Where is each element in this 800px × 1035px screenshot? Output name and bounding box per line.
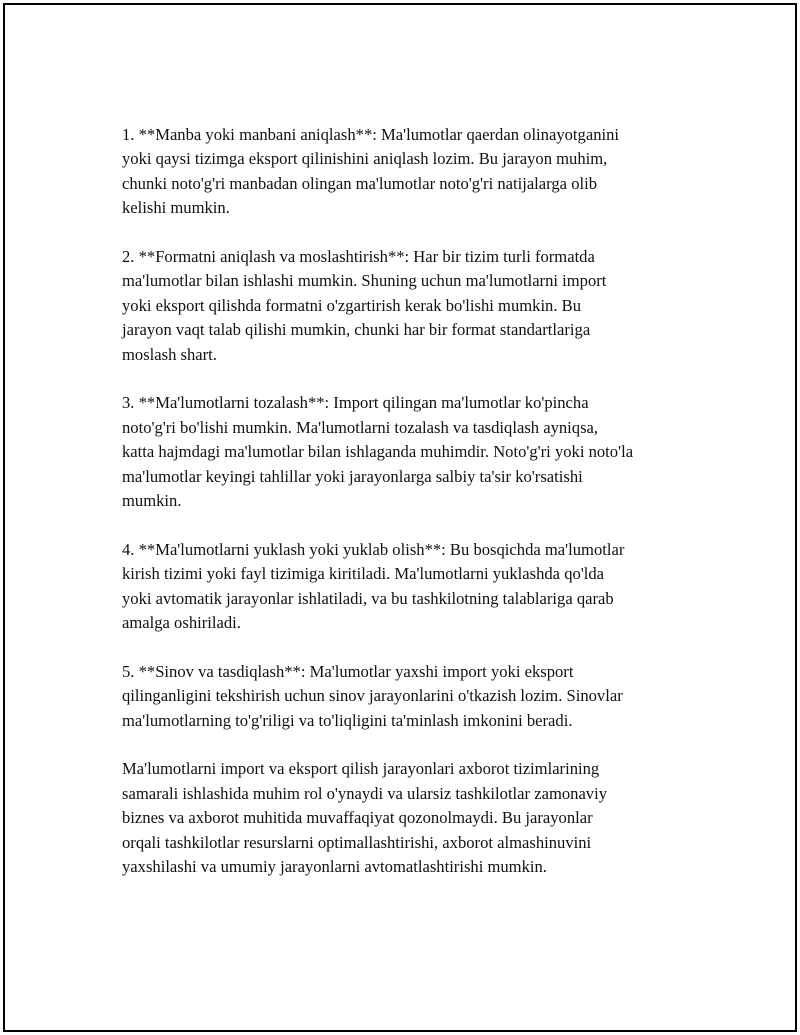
paragraph-step-5: 5. **Sinov va tasdiqlash**: Ma'lumotlar yaxshi import yoki eksport qilinganligini tekshirish uchun sinov jarayonlarini o'tkazish lozim. Sinovlar ma'lumotlarning to'g'riligi va to'liqligini ta'minlash imkonini beradi. — [122, 661, 623, 730]
paragraph-step-1: 1. **Manba yoki manbani aniqlash**: Ma'lumotlar qaerdan olinayotganini yoki qaysi tizimga eksport qilinishini aniqlash lozim. Bu jarayon muhim, chunki noto'g'ri manbadan olingan ma'lumotlar noto'g'ri natijalarga olib kelishi mumkin. — [122, 125, 620, 218]
document-body — [122, 123, 702, 904]
page-frame — [3, 3, 797, 1032]
paragraph-step-4: 4. **Ma'lumotlarni yuklash yoki yuklab olish**: Bu bosqichda ma'lumotlar kirish tizimi yoki fayl tizimiga kiritiladi. Ma'lumotlarni yuklashda qo'lda yoki avtomatik jarayonlar ishlatiladi, va bu tashkilotning talablariga qarab amalga oshiriladi. — [122, 539, 625, 633]
paragraph-conclusion: Ma'lumotlarni import va eksport qilish jarayonlari axborot tizimlarining samarali ishlashida muhim rol o'ynaydi va ularsiz tashkilotlar zamonaviy biznes va axborot muhitida muvaffaqiyat qozonolmaydi. Bu jarayonlar orqali tashkilotlar resurslarni optimallashtirishi, axborot almashinuvini yaxshilashi va umumiy jarayonlarni avtomatlashtirishi mumkin. — [122, 759, 608, 877]
paragraph-step-2: 2. **Formatni aniqlash va moslashtirish**: Har bir tizim turli formatda ma'lumotlar bilan ishlashi mumkin. Shuning uchun ma'lumotlarni import yoki eksport qilishda formatni o'zgartirish kerak bo'lishi mumkin. Bu jarayon vaqt talab qilishi mumkin, chunki har bir format standartlariga moslash shart. — [122, 247, 607, 364]
paragraph-step-3: 3. **Ma'lumotlarni tozalash**: Import qilingan ma'lumotlar ko'pincha noto'g'ri bo'lishi mumkin. Ma'lumotlarni tozalash va tasdiqlash ayniqsa, katta hajmdagi ma'lumotlar bilan ishlaganda muhimdir. Noto'g'ri yoki noto'la ma'lumotlar keyingi tahlillar yoki jarayonlarga salbiy ta'sir ko'rsatishi mumkin. — [122, 393, 634, 511]
